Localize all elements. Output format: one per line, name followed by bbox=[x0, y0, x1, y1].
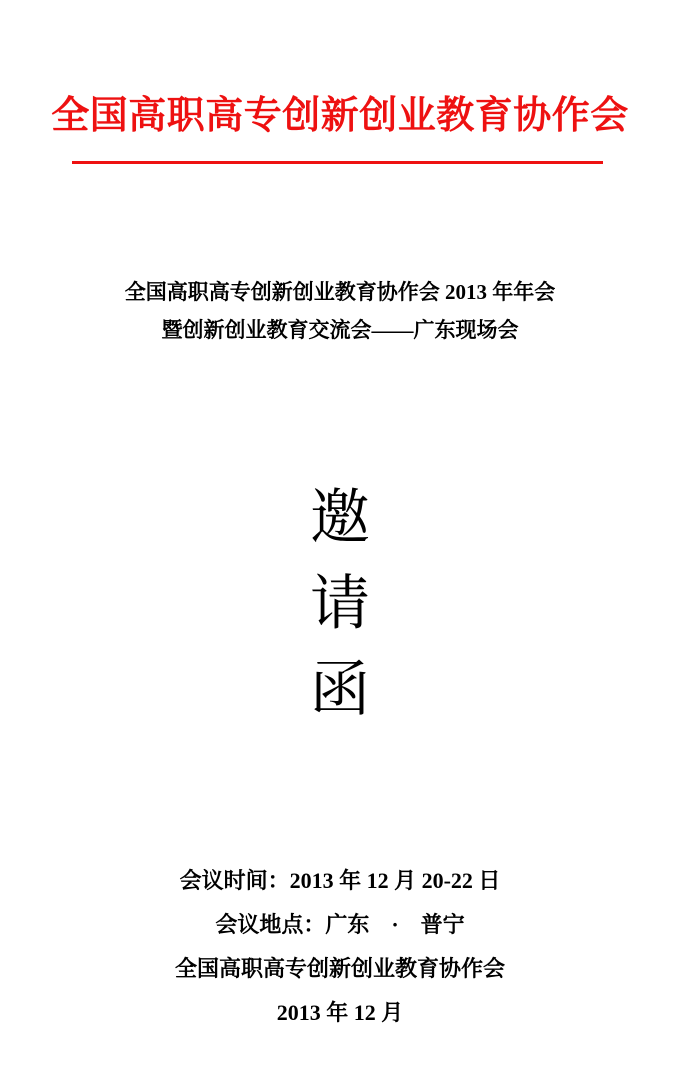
organizer-name: 全国高职高专创新创业教育协作会 bbox=[174, 956, 505, 981]
invitation-title-char-1: 邀 bbox=[310, 485, 370, 551]
meeting-place: 会议地点：广东 · 普宁 bbox=[215, 912, 465, 937]
conference-subtitle bbox=[0, 273, 680, 349]
issue-date: 2013 年 12 月 bbox=[276, 1000, 404, 1025]
meeting-details bbox=[0, 859, 680, 1035]
red-divider-rule bbox=[72, 161, 603, 164]
invitation-title-char-3: 函 bbox=[310, 657, 370, 723]
meeting-time: 会议时间：2013 年 12 月 20-22 日 bbox=[179, 868, 501, 893]
invitation-title-char-2: 请 bbox=[310, 571, 370, 637]
invitation-letter-title bbox=[0, 475, 680, 733]
organization-title: 全国高职高专创新创业教育协作会 bbox=[51, 95, 629, 137]
conference-subtitle-line-1: 全国高职高专创新创业教育协作会 2013 年年会 bbox=[124, 280, 556, 304]
conference-subtitle-line-2: 暨创新创业教育交流会——广东现场会 bbox=[161, 318, 519, 342]
